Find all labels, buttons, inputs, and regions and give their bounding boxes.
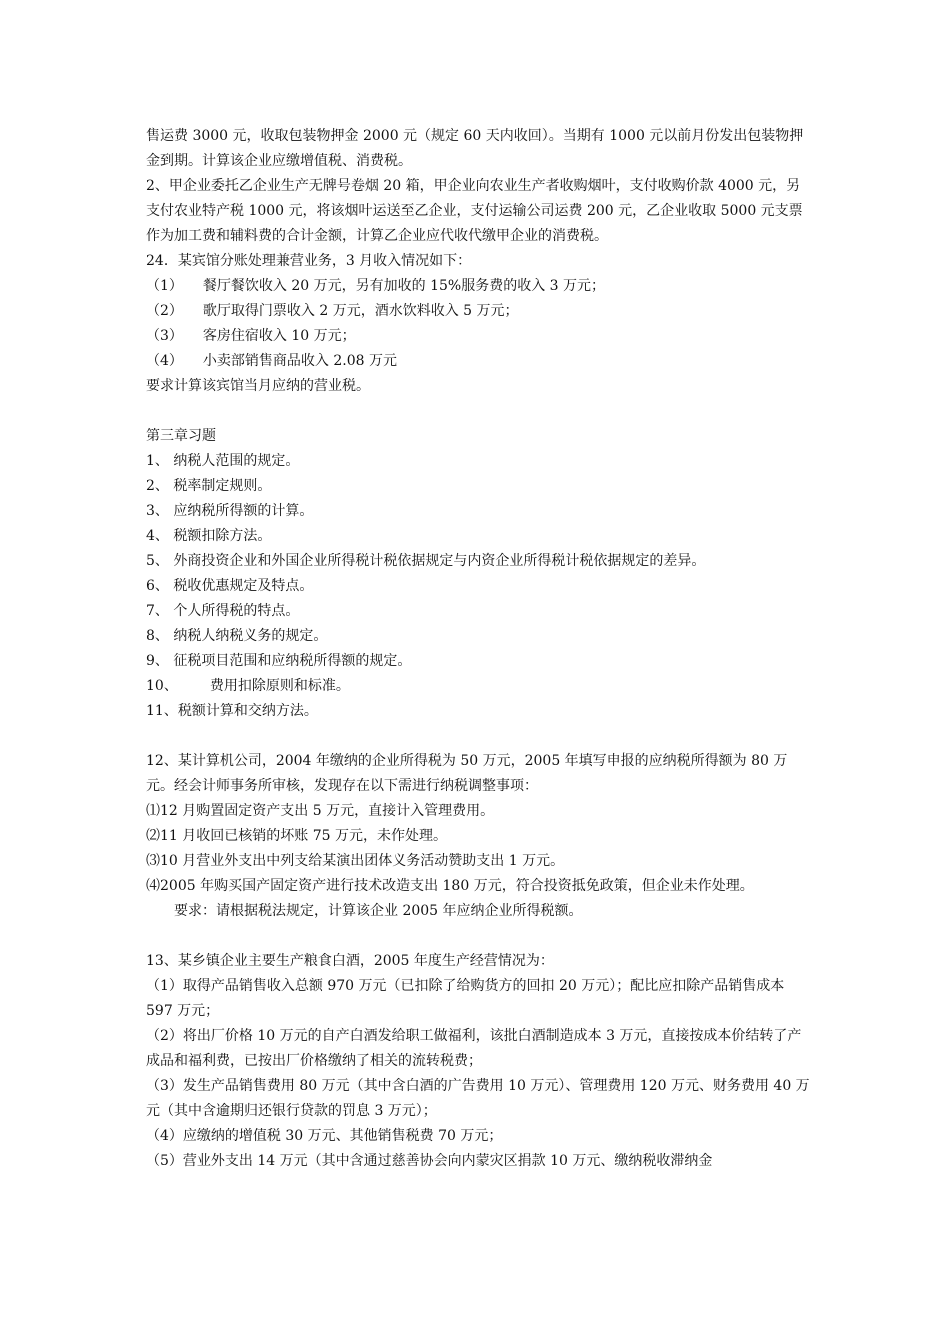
- blank-line: [146, 924, 810, 949]
- chapter-item-number: 5、: [146, 553, 169, 569]
- chapter-item: [146, 499, 810, 524]
- chapter-item: [146, 574, 810, 599]
- chapter-item: [146, 624, 810, 649]
- blank-line: [146, 399, 810, 424]
- chapter-item: [146, 449, 810, 474]
- chapter-item-number: 7、: [146, 603, 169, 619]
- chapter-item: [146, 599, 810, 624]
- chapter-item-number: 1、: [146, 453, 169, 469]
- q24-item-text: 餐厅餐饮收入 20 万元，另有加收的 15%服务费的收入 3 万元；: [202, 278, 606, 294]
- chapter-item-text: 征税项目范围和应纳税所得额的规定。: [173, 653, 412, 669]
- chapter-item: [146, 649, 810, 674]
- chapter-item: [146, 674, 810, 699]
- q24-item-number: （3）: [146, 328, 183, 344]
- intro-paragraph-1: 售运费 3000 元，收取包装物押金 2000 元（规定 60 天内收回）。当期有 1000 元以前月份发出包装物押金到期。计算该企业应缴增值税、消费税。: [146, 128, 804, 169]
- q12-item: ⑷2005 年购买国产固定资产进行技术改造支出 180 万元，符合投资抵免政策，但企业未作处理。: [146, 878, 754, 894]
- q12-requirement: 要求：请根据税法规定，计算该企业 2005 年应纳企业所得税额。: [174, 903, 583, 919]
- blank-line: [146, 724, 810, 749]
- q24-item: [146, 299, 810, 324]
- q24-item: [146, 349, 810, 374]
- q24-requirement: 要求计算该宾馆当月应纳的营业税。: [146, 378, 370, 394]
- q12-item: ⑴12 月购置固定资产支出 5 万元，直接计入管理费用。: [146, 803, 495, 819]
- chapter-item-text: 纳税人纳税义务的规定。: [173, 628, 328, 644]
- q13-item: （1）取得产品销售收入总额 970 万元（已扣除了给购货方的回扣 20 万元）；配比应扣除产品销售成本 597 万元；: [146, 978, 785, 1019]
- q12-item: ⑵11 月收回已核销的坏账 75 万元，未作处理。: [146, 828, 447, 844]
- q12-item: ⑶10 月营业外支出中列支给某演出团体义务活动赞助支出 1 万元。: [146, 853, 565, 869]
- q12-heading: 12、某计算机公司，2004 年缴纳的企业所得税为 50 万元，2005 年填写申报的应纳税所得额为 80 万元。经会计师事务所审核，发现存在以下需进行纳税调整事项：: [146, 753, 788, 794]
- q24-item-number: （1）: [146, 278, 183, 294]
- q24-item-text: 小卖部销售商品收入 2.08 万元: [202, 353, 397, 369]
- q24-item-number: （4）: [146, 353, 183, 369]
- q13-heading: 13、某乡镇企业主要生产粮食白酒，2005 年度生产经营情况为：: [146, 953, 554, 969]
- chapter-item-text: 税额扣除方法。: [173, 528, 272, 544]
- chapter-item-number: 9、: [146, 653, 169, 669]
- q13-item: （2）将出厂价格 10 万元的自产白酒发给职工做福利，该批白酒制造成本 3 万元，直接按成本价结转了产成品和福利费，已按出厂价格缴纳了相关的流转税费；: [146, 1028, 802, 1069]
- intro-paragraph-2: 2、甲企业委托乙企业生产无牌号卷烟 20 箱，甲企业向农业生产者收购烟叶，支付收购价款 4000 元，另支付农业特产税 1000 元，将该烟叶运送至乙企业，支付运输公司运费 200 元，乙企业收取 5000 元支票作为加工费和辅料费的合计金额，计算乙企业应代收代缴甲企业的消费税。: [146, 178, 803, 244]
- chapter-item-number: 8、: [146, 628, 169, 644]
- q24-heading: 24．某宾馆分账处理兼营业务，3 月收入情况如下：: [146, 253, 472, 269]
- chapter-item: [146, 474, 810, 499]
- chapter-item-number: 10、: [146, 678, 178, 694]
- chapter-item-text: 应纳税所得额的计算。: [173, 503, 314, 519]
- q13-item: （4）应缴纳的增值税 30 万元、其他销售税费 70 万元；: [146, 1128, 503, 1144]
- chapter-item-number: 2、: [146, 478, 169, 494]
- chapter-item-text: 纳税人范围的规定。: [173, 453, 300, 469]
- chapter-item-text: 外商投资企业和外国企业所得税计税依据规定与内资企业所得税计税依据规定的差异。: [173, 553, 706, 569]
- document-body: [146, 124, 810, 1174]
- chapter-item-text: 税率制定规则。: [173, 478, 272, 494]
- chapter-item-number: 4、: [146, 528, 169, 544]
- q24-item-text: 客房住宿收入 10 万元；: [202, 328, 356, 344]
- q24-item-text: 歌厅取得门票收入 2 万元，酒水饮料收入 5 万元；: [202, 303, 519, 319]
- chapter-item: [146, 524, 810, 549]
- chapter-item-number: 3、: [146, 503, 169, 519]
- chapter-item-number: 6、: [146, 578, 169, 594]
- chapter-item-text: 费用扣除原则和标准。: [209, 678, 350, 694]
- chapter-title: 第三章习题: [146, 428, 216, 444]
- q13-item: （3）发生产品销售费用 80 万元（其中含白酒的广告费用 10 万元）、管理费用 120 万元、财务费用 40 万元（其中含逾期归还银行贷款的罚息 3 万元）；: [146, 1078, 810, 1119]
- q13-item: （5）营业外支出 14 万元（其中含通过慈善协会向内蒙灾区捐款 10 万元、缴纳税收滞纳金: [146, 1153, 713, 1169]
- chapter-item-text: 税收优惠规定及特点。: [173, 578, 314, 594]
- chapter-item-text: 个人所得税的特点。: [173, 603, 300, 619]
- q24-item-number: （2）: [146, 303, 183, 319]
- q24-item: [146, 274, 810, 299]
- q24-item: [146, 324, 810, 349]
- chapter-item: [146, 549, 810, 574]
- chapter-item-11: 11、税额计算和交纳方法。: [146, 703, 318, 719]
